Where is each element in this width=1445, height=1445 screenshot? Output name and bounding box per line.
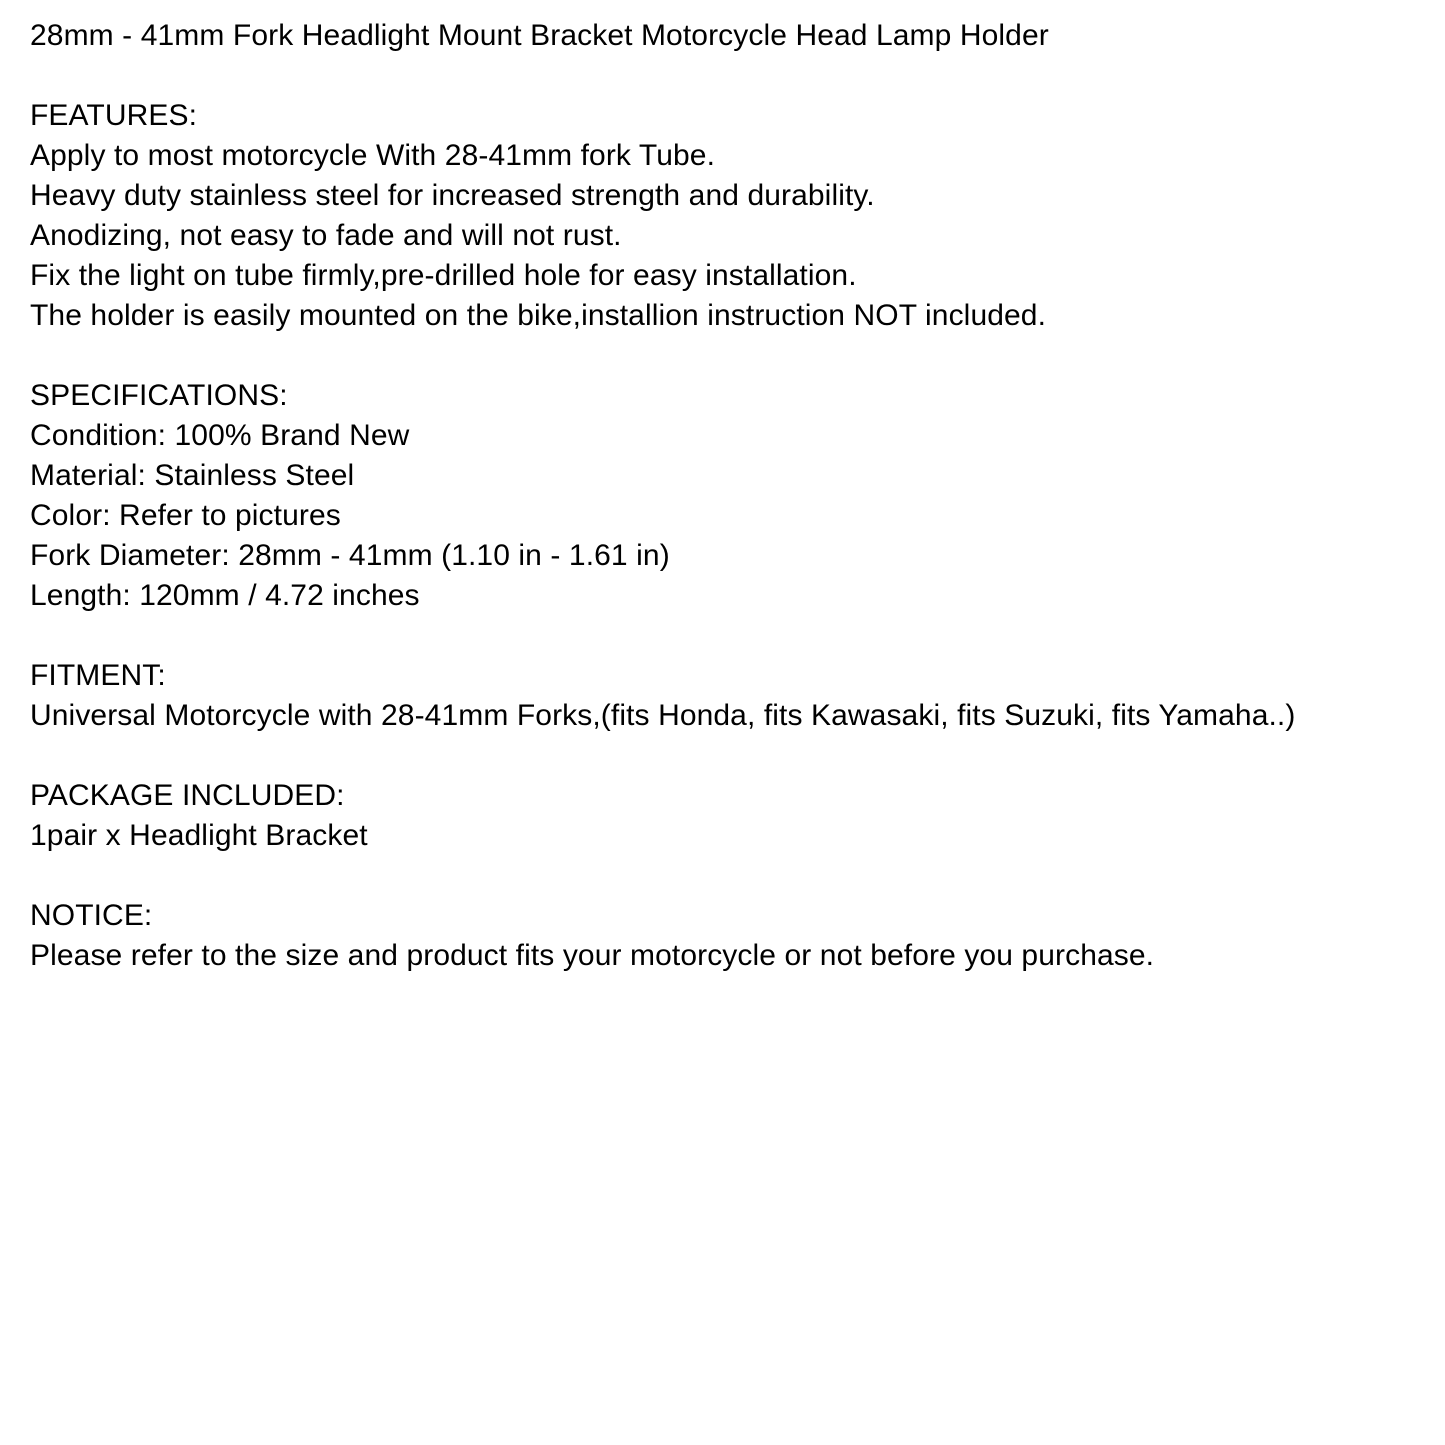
section-package-included: [30, 776, 1425, 856]
package-included-line-1: 1pair x Headlight Bracket: [30, 819, 368, 852]
spec-fork-diameter: Fork Diameter: 28mm - 41mm (1.10 in - 1.61 in): [30, 539, 670, 572]
specifications-heading: SPECIFICATIONS:: [30, 379, 288, 412]
section-features: [30, 96, 1425, 336]
features-line-2: Heavy duty stainless steel for increased strength and durability.: [30, 179, 875, 212]
notice-heading: NOTICE:: [30, 899, 153, 932]
notice-line-1: Please refer to the size and product fits your motorcycle or not before you purchase.: [30, 939, 1155, 972]
spec-material: Material: Stainless Steel: [30, 459, 355, 492]
section-notice: [30, 896, 1425, 976]
features-line-3: Anodizing, not easy to fade and will not rust.: [30, 219, 622, 252]
section-fitment: [30, 656, 1425, 736]
spec-condition: Condition: 100% Brand New: [30, 419, 410, 452]
features-heading: FEATURES:: [30, 99, 198, 132]
features-line-5: The holder is easily mounted on the bike,installion instruction NOT included.: [30, 299, 1047, 332]
spec-length: Length: 120mm / 4.72 inches: [30, 579, 420, 612]
section-specifications: [30, 376, 1425, 616]
fitment-heading: FITMENT:: [30, 659, 166, 692]
fitment-line-1: Universal Motorcycle with 28-41mm Forks,(fits Honda, fits Kawasaki, fits Suzuki, fits Yamaha..): [30, 699, 1296, 732]
features-line-4: Fix the light on tube firmly,pre-drilled hole for easy installation.: [30, 259, 857, 292]
product-title: 28mm - 41mm Fork Headlight Mount Bracket Motorcycle Head Lamp Holder: [30, 19, 1049, 52]
spec-color: Color: Refer to pictures: [30, 499, 341, 532]
package-included-heading: PACKAGE INCLUDED:: [30, 779, 345, 812]
features-line-1: Apply to most motorcycle With 28-41mm fork Tube.: [30, 139, 716, 172]
